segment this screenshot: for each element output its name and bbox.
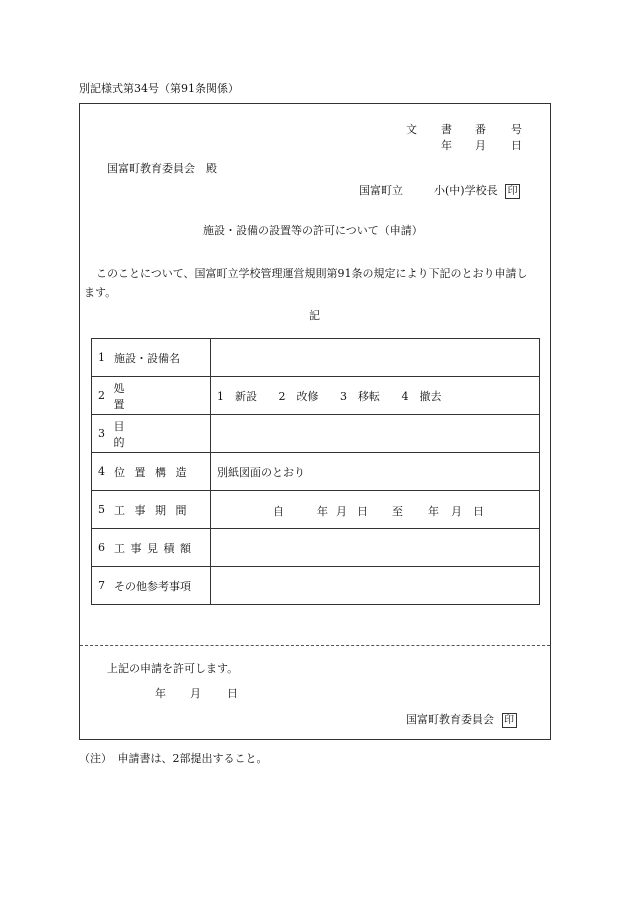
row-label-cell bbox=[92, 453, 211, 491]
row-label-cell bbox=[92, 491, 211, 529]
row-label-cell bbox=[92, 339, 211, 377]
row-label: 目 的 bbox=[113, 419, 189, 449]
row-number: 6 bbox=[98, 541, 105, 554]
treatment-option: 4 撤去 bbox=[401, 389, 442, 403]
row-label-cell bbox=[92, 529, 211, 567]
row-number: 1 bbox=[98, 351, 105, 364]
row-number: 7 bbox=[98, 579, 105, 592]
body-text-line-1: このことについて、国富町立学校管理運営規則第91条の規定により下記のとおり申請し bbox=[96, 267, 528, 280]
table-row bbox=[92, 415, 540, 453]
applicant-prefix: 国富町立 bbox=[359, 184, 403, 197]
row-label-cell bbox=[92, 567, 211, 605]
approver: 国富町教育委員会 bbox=[406, 713, 494, 726]
row-label: 処 置 bbox=[113, 381, 189, 411]
row-value-cell bbox=[211, 415, 540, 453]
treatment-options-cell bbox=[211, 377, 540, 415]
seal-mark: 印 bbox=[505, 184, 520, 199]
period-month: 月 bbox=[336, 505, 347, 518]
period-year: 年 bbox=[317, 505, 328, 518]
row-label: 位 置 構 造 bbox=[114, 465, 190, 479]
row-value-cell bbox=[211, 339, 540, 377]
approval-year: 年 bbox=[155, 687, 166, 700]
row-label-cell bbox=[92, 415, 211, 453]
table-row bbox=[92, 567, 540, 605]
period-year: 年 bbox=[428, 505, 439, 518]
row-value-cell: 別紙図面のとおり bbox=[211, 453, 540, 491]
table-row bbox=[92, 453, 540, 491]
row-label: 施設・設備名 bbox=[114, 351, 180, 365]
approval-text: 上記の申請を許可します。 bbox=[107, 662, 239, 675]
doc-number-char: 号 bbox=[511, 123, 522, 136]
form-id-label: 別記様式第34号（第91条関係） bbox=[79, 82, 239, 95]
document-title: 施設・設備の設置等の許可について（申請） bbox=[203, 224, 423, 237]
body-text-line-2: ます。 bbox=[84, 286, 117, 299]
date-year: 年 bbox=[441, 139, 452, 152]
addressee: 国富町教育委員会 殿 bbox=[107, 162, 217, 175]
approval-month: 月 bbox=[190, 687, 201, 700]
items-table bbox=[91, 338, 540, 605]
treatment-option: 3 移転 bbox=[340, 389, 380, 403]
footnote: （注） 申請書は、2部提出すること。 bbox=[79, 752, 268, 765]
table-row bbox=[92, 377, 540, 415]
row-number: 4 bbox=[98, 465, 105, 478]
period-cell bbox=[211, 491, 540, 529]
applicant-line bbox=[359, 182, 520, 199]
table-row bbox=[92, 491, 540, 529]
period-to: 至 bbox=[392, 505, 403, 518]
doc-number-char: 文 bbox=[406, 123, 417, 136]
row-number: 3 bbox=[98, 427, 105, 440]
dashed-divider bbox=[80, 645, 550, 646]
period-from: 自 bbox=[273, 505, 284, 518]
period-day: 日 bbox=[357, 505, 368, 518]
date-day: 日 bbox=[511, 139, 522, 152]
table-row bbox=[92, 339, 540, 377]
approver-seal-mark: 印 bbox=[502, 713, 517, 728]
row-value-cell bbox=[211, 529, 540, 567]
doc-number-char: 書 bbox=[441, 123, 452, 136]
row-value-cell bbox=[211, 567, 540, 605]
table-row bbox=[92, 529, 540, 567]
row-label-cell bbox=[92, 377, 211, 415]
date-month: 月 bbox=[475, 139, 486, 152]
row-number: 5 bbox=[98, 503, 105, 516]
ki-heading: 記 bbox=[309, 309, 320, 322]
period-day: 日 bbox=[473, 505, 484, 518]
approver-line bbox=[406, 711, 517, 728]
treatment-option: 2 改修 bbox=[278, 389, 319, 403]
row-label: その他参考事項 bbox=[114, 579, 191, 593]
row-label: 工 事 期 間 bbox=[114, 503, 190, 517]
doc-number-char: 番 bbox=[475, 123, 486, 136]
applicant-title: 小(中)学校長 bbox=[434, 184, 498, 197]
row-label: 工 事 見 積 額 bbox=[114, 541, 192, 555]
row-number: 2 bbox=[98, 389, 105, 402]
approval-day: 日 bbox=[227, 687, 238, 700]
period-month: 月 bbox=[451, 505, 462, 518]
treatment-option: 1 新設 bbox=[217, 389, 257, 403]
